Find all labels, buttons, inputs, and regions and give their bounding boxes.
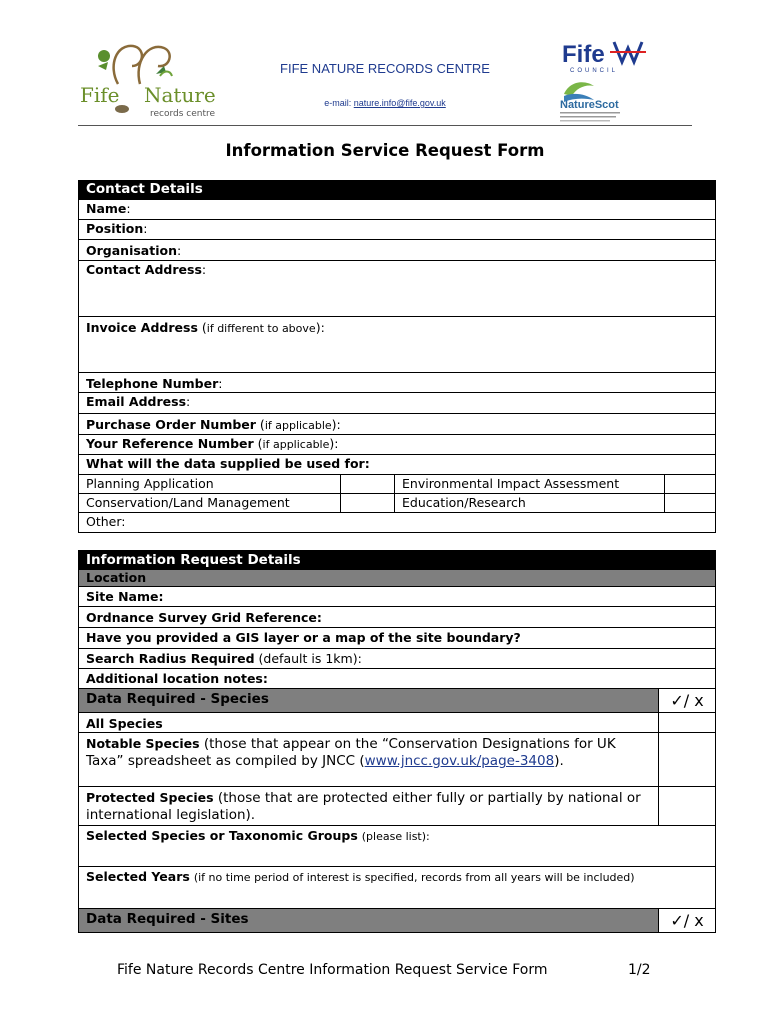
telephone-field[interactable]: Telephone Number:	[79, 373, 716, 393]
contact-heading: Contact Details	[79, 181, 716, 200]
location-notes-field[interactable]: Additional location notes:	[79, 669, 716, 689]
sites-tick-header: ✓/ x	[659, 909, 716, 933]
grid-reference-field[interactable]: Ordnance Survey Grid Reference:	[79, 607, 716, 628]
site-name-field[interactable]: Site Name:	[79, 587, 716, 607]
svg-text:records centre: records centre	[150, 109, 216, 118]
request-heading: Information Request Details	[79, 551, 716, 570]
jncc-link[interactable]: www.jncc.gov.uk/page-3408	[364, 753, 555, 769]
svg-text:COUNCIL: COUNCIL	[570, 68, 619, 74]
notable-species-option: Notable Species (those that appear on the “Conservation Designations for UK Taxa” spreadsheet as compiled by JNCC (www.jncc.gov.uk/page-3408).	[79, 733, 659, 787]
usage-option-education: Education/Research	[395, 494, 665, 513]
species-heading: Data Required - Species	[79, 689, 659, 713]
usage-other-field[interactable]: Other:	[79, 513, 716, 533]
footer-title: Fife Nature Records Centre Information Request Service Form	[117, 962, 548, 978]
species-tick-header: ✓/ x	[659, 689, 716, 713]
naturescot-logo	[556, 78, 652, 122]
email-field[interactable]: Email Address:	[79, 393, 716, 414]
svg-text:NatureScot: NatureScot	[560, 99, 619, 111]
usage-checkbox-eia[interactable]	[665, 475, 716, 494]
contact-details-table	[78, 180, 716, 533]
gis-question[interactable]: Have you provided a GIS layer or a map of the site boundary?	[79, 628, 716, 649]
notable-species-checkbox[interactable]	[659, 733, 716, 787]
fife-nature-logo	[78, 36, 246, 118]
usage-checkbox-planning[interactable]	[341, 475, 395, 494]
reference-number-field[interactable]: Your Reference Number (if applicable):	[79, 435, 716, 455]
fife-council-logo	[556, 38, 652, 74]
email-link[interactable]: nature.info@fife.gov.uk	[353, 98, 446, 108]
selected-species-field[interactable]: Selected Species or Taxonomic Groups (please list):	[79, 826, 716, 867]
search-radius-field[interactable]: Search Radius Required (default is 1km):	[79, 649, 716, 669]
all-species-checkbox[interactable]	[659, 713, 716, 733]
po-number-field[interactable]: Purchase Order Number (if applicable):	[79, 414, 716, 435]
sites-heading: Data Required - Sites	[79, 909, 659, 933]
usage-question: What will the data supplied be used for:	[79, 455, 716, 475]
position-field[interactable]: Position:	[79, 220, 716, 240]
selected-years-field[interactable]: Selected Years (if no time period of interest is specified, records from all years will be included)	[79, 867, 716, 909]
svg-text:Fife: Fife	[562, 41, 605, 68]
svg-text:Nature: Nature	[144, 83, 216, 107]
invoice-address-field[interactable]: Invoice Address (if different to above):	[79, 317, 716, 373]
location-subheading: Location	[79, 570, 716, 587]
form-title: Information Service Request Form	[225, 141, 545, 160]
usage-option-planning: Planning Application	[79, 475, 341, 494]
organisation-field[interactable]: Organisation:	[79, 240, 716, 261]
svg-text:Fife: Fife	[80, 83, 120, 107]
protected-species-checkbox[interactable]	[659, 787, 716, 826]
page-header	[78, 30, 692, 126]
usage-checkbox-education[interactable]	[665, 494, 716, 513]
org-email: e-mail: nature.info@fife.gov.uk	[324, 98, 446, 108]
page-number: 1/2	[628, 962, 651, 978]
org-title: FIFE NATURE RECORDS CENTRE	[280, 61, 490, 76]
information-request-table	[78, 550, 716, 933]
usage-option-conservation: Conservation/Land Management	[79, 494, 341, 513]
usage-checkbox-conservation[interactable]	[341, 494, 395, 513]
contact-address-field[interactable]: Contact Address:	[79, 261, 716, 317]
name-field[interactable]: Name:	[79, 200, 716, 220]
protected-species-option: Protected Species (those that are protected either fully or partially by national or international legislation).	[79, 787, 659, 826]
usage-option-eia: Environmental Impact Assessment	[395, 475, 665, 494]
all-species-option: All Species	[79, 713, 659, 733]
